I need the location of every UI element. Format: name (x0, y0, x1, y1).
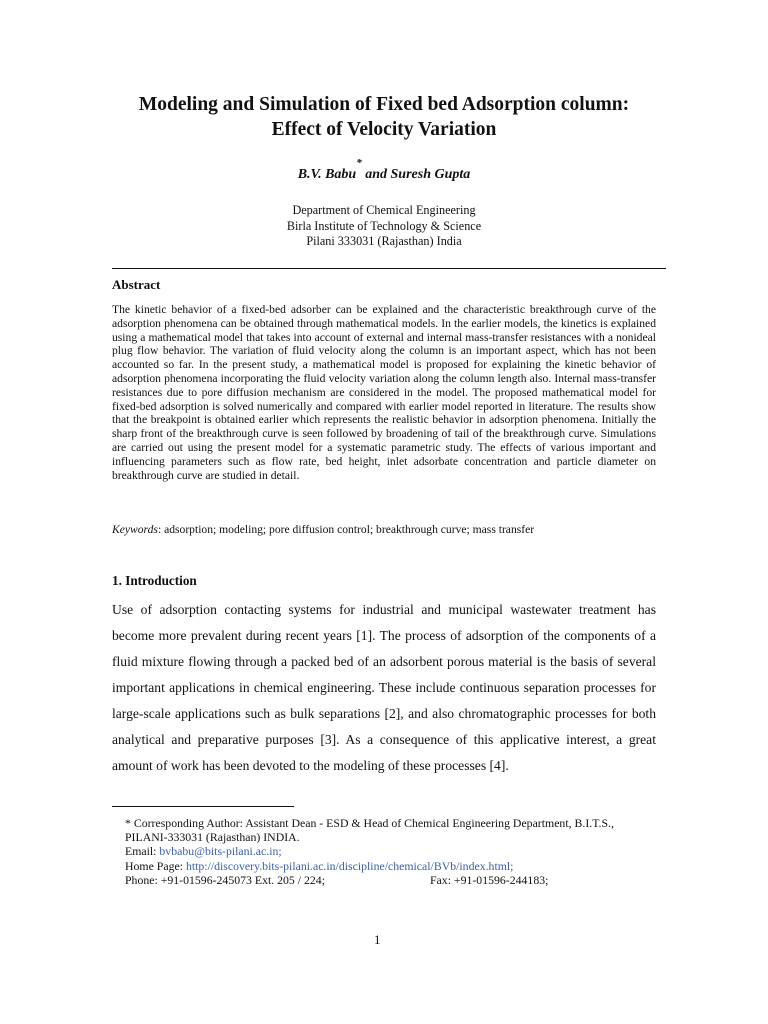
author-line (100, 157, 668, 184)
introduction-text: Use of adsorption contacting systems for industrial and municipal wastewater treatment has become more prevalent during recent years [1]. The process of adsorption of the components of a fluid mixture flowing through a packed bed of an adsorbent porous material is the basis of several important applications in chemical engineering. These include continuous separation processes for large-scale applications such as bulk separations [2], and also chromatographic processes for both analytical and preparative purposes [3]. As a consequence of this applicative interest, a great amount of work has been devoted to the modeling of these processes [4]. (112, 602, 656, 773)
email-link[interactable]: bvbabu@bits-pilani.ac.in; (159, 844, 282, 859)
affiliation-institute: Birla Institute of Technology & Science (286, 218, 482, 233)
affiliation-address: Pilani 333031 (Rajasthan) India (306, 234, 462, 248)
abstract-text: The kinetic behavior of a fixed-bed adsorber can be explained and the characteristic breakthrough curve of the adsorption phenomena can be obtained through mathematical models. In the earlier models, the kinetics is explained using a mathematical model that takes into account of external and internal mass-transfer resistances with a nonideal plug flow behavior. The variation of fluid velocity along the column is an important aspect, which has not been accounted so far. In the present study, a mathematical model is proposed for explaining the kinetic behavior of adsorption phenomena incorporating the fluid velocity variation along the column length also. Internal mass-transfer resistances due to pore diffusion mechanism are considered in the model. The proposed mathematical model for fixed-bed adsorption is solved numerically and compared with earlier model reported in literature. The results show that the breakpoint is obtained earlier which represents the realistic behavior in adsorption phenomena. Initially the sharp front of the breakthrough curve is seen followed by broadening of tail of the breakthrough curve. Simulations are carried out using the present model for a systematic parametric study. The effects of various important and influencing parameters such as flow rate, bed height, inlet adsorbate concentration and particle diameter on breakthrough curve are studied in detail. (112, 303, 656, 482)
introduction-heading: 1. Introduction (112, 573, 197, 588)
affiliation (100, 203, 668, 250)
email-label: Email: (125, 844, 160, 859)
page-number: 1 (374, 932, 381, 947)
author-gupta: and Suresh Gupta (361, 167, 471, 182)
phone-number: Phone: +91-01596-245073 Ext. 205 / 224; (125, 872, 325, 887)
abstract-heading: Abstract (112, 277, 161, 292)
paper-title-line-2: Effect of Velocity Variation (271, 119, 497, 140)
keywords-list: : adsorption; modeling; pore diffusion control; breakthrough curve; mass transfer (157, 523, 535, 536)
footnote-corresponding-line-1: * Corresponding Author: Assistant Dean - ESD & Head of Chemical Engineering Department, B.I.T.S., (125, 816, 614, 830)
fax-number: Fax: +91-01596-244183; (430, 872, 549, 887)
footnote-divider (112, 806, 294, 807)
footnote-contact-line (125, 873, 665, 887)
footnote-corresponding-line-2: PILANI-333031 (Rajasthan) INDIA. (125, 830, 300, 845)
corresponding-author-mark: * (356, 157, 362, 169)
footnote-email-line (125, 844, 665, 858)
keywords (112, 523, 656, 537)
paper-title (100, 92, 668, 142)
abstract-divider (112, 268, 666, 269)
keywords-label: Keywords (112, 523, 158, 536)
paper-title-line-1: Modeling and Simulation of Fixed bed Adsorption column: (138, 94, 630, 115)
author-babu: B.V. Babu (297, 167, 357, 182)
homepage-label: Home Page: (125, 858, 186, 873)
affiliation-department: Department of Chemical Engineering (292, 203, 476, 217)
homepage-link[interactable]: http://discovery.bits-pilani.ac.in/discipline/chemical/BVb/index.html; (185, 858, 514, 873)
footnote (125, 816, 665, 887)
footnote-homepage-line (125, 859, 665, 873)
